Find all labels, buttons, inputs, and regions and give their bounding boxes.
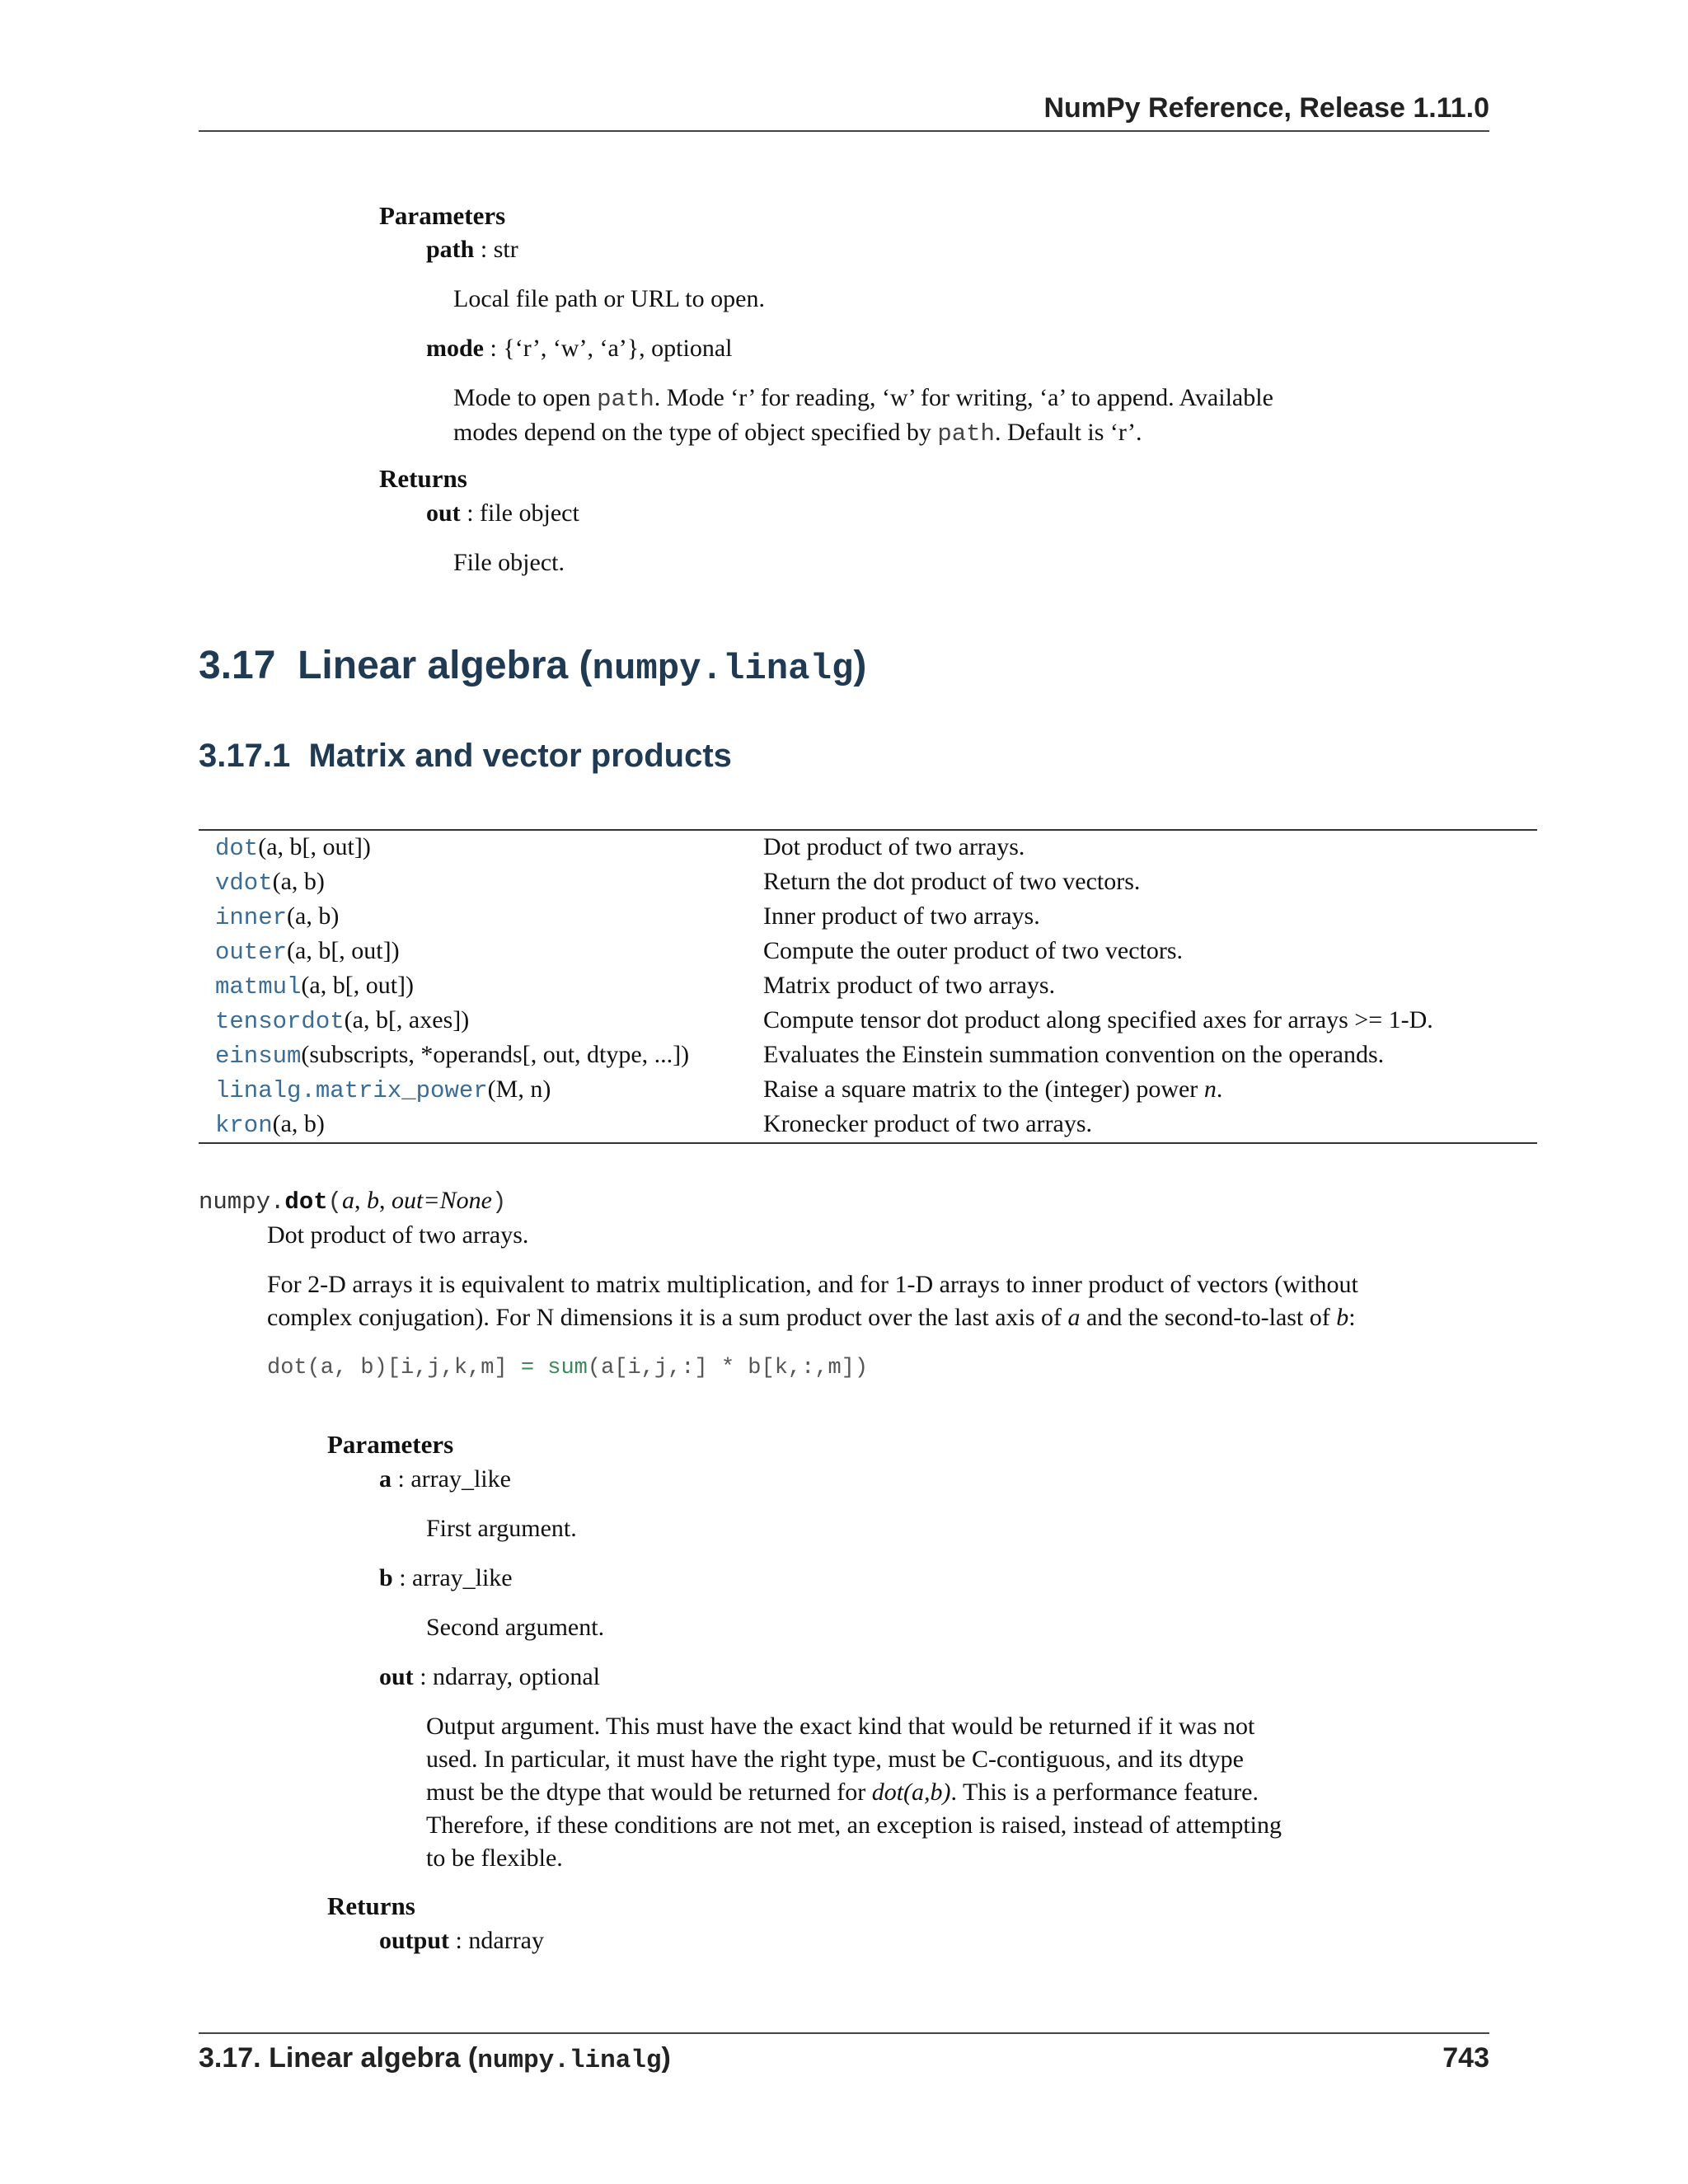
function-link[interactable]: outer bbox=[215, 939, 288, 966]
prev-return-out-desc: File object. bbox=[453, 549, 565, 576]
param-b bbox=[379, 1562, 513, 1595]
table-cell-description: Kronecker product of two arrays. bbox=[763, 1110, 1093, 1137]
text-run: must be the dtype that would be returned for bbox=[426, 1779, 872, 1806]
function-args: (subscripts, *operands[, out, dtype, ...]) bbox=[301, 1041, 690, 1068]
signature-module: numpy. bbox=[199, 1188, 285, 1216]
footer-section bbox=[199, 2042, 671, 2075]
text-run: : bbox=[1348, 1304, 1356, 1331]
text-run: complex conjugation). For N dimensions it is a sum product over the last axis of bbox=[267, 1304, 1068, 1331]
function-description bbox=[267, 1268, 1536, 1334]
inline-code: path bbox=[937, 420, 995, 448]
signature-paren: ) bbox=[491, 1188, 507, 1216]
param-type: : ndarray, optional bbox=[413, 1663, 601, 1690]
running-header-title: NumPy Reference, Release 1.11.0 bbox=[1043, 92, 1489, 124]
text-line bbox=[267, 1301, 1536, 1334]
param-name: output bbox=[379, 1927, 450, 1954]
text-run: and the second-to-last of bbox=[1080, 1304, 1337, 1331]
signature-param: b bbox=[367, 1187, 380, 1214]
function-link[interactable]: dot bbox=[215, 835, 259, 862]
param-name: path bbox=[426, 236, 475, 263]
table-cell-signature bbox=[199, 900, 763, 935]
table-row bbox=[199, 1038, 1537, 1073]
section-number: 3.17 bbox=[199, 644, 276, 687]
section-heading bbox=[199, 643, 866, 690]
subsection-heading bbox=[199, 738, 732, 775]
function-link[interactable]: matmul bbox=[215, 973, 302, 1001]
code-token: b[k,:,m]) bbox=[734, 1356, 869, 1380]
table-row bbox=[199, 900, 1537, 935]
table-cell-description: Evaluates the Einstein summation convention on the operands. bbox=[763, 1041, 1385, 1068]
code-token: (a[i,j,:] bbox=[587, 1356, 721, 1380]
table-cell-signature bbox=[199, 865, 763, 900]
text-run: n bbox=[1203, 1076, 1217, 1103]
prev-returns-heading: Returns bbox=[379, 464, 467, 493]
text-line: to be flexible. bbox=[426, 1844, 563, 1872]
table-cell-signature bbox=[199, 1108, 763, 1143]
function-args: (M, n) bbox=[487, 1076, 551, 1103]
table-cell-signature bbox=[199, 935, 763, 969]
running-header bbox=[199, 92, 1489, 132]
text-run: b bbox=[1336, 1304, 1349, 1331]
text-line: For 2-D arrays it is equivalent to matrix multiplication, and for 1-D arrays to inner product of vectors (without bbox=[267, 1271, 1358, 1298]
subsection-title: Matrix and vector products bbox=[308, 738, 732, 774]
params-heading: Parameters bbox=[327, 1430, 454, 1459]
text-line: used. In particular, it must have the right type, must be C-contiguous, and its dtype bbox=[426, 1746, 1244, 1773]
text-run: . This is a performance feature. bbox=[950, 1779, 1259, 1806]
param-out bbox=[379, 1661, 600, 1694]
param-a-desc: First argument. bbox=[426, 1515, 577, 1542]
function-link[interactable]: linalg.matrix_power bbox=[215, 1077, 488, 1104]
prev-return-out bbox=[426, 497, 579, 530]
param-type: : str bbox=[474, 236, 518, 263]
section-title-post: ) bbox=[853, 644, 867, 687]
table-cell-signature bbox=[199, 1004, 763, 1038]
function-args: (a, b) bbox=[287, 902, 340, 930]
param-type: : ndarray bbox=[449, 1927, 544, 1954]
text-run: ) bbox=[661, 2042, 671, 2074]
subsection-number: 3.17.1 bbox=[199, 738, 291, 774]
text-run: . Mode ‘r’ for reading, ‘w’ for writing, ‘a’ to append. Available bbox=[654, 384, 1273, 411]
param-type: : file object bbox=[460, 499, 579, 527]
table-row bbox=[199, 935, 1537, 969]
section-title-module: numpy.linalg bbox=[592, 649, 854, 690]
function-link[interactable]: tensordot bbox=[215, 1008, 345, 1035]
table-cell-description: Dot product of two arrays. bbox=[763, 833, 1025, 860]
section-title-pre: Linear algebra ( bbox=[298, 644, 593, 687]
text-run: modes depend on the type of object specified by bbox=[453, 419, 938, 446]
table-row bbox=[199, 1108, 1537, 1143]
returns-heading: Returns bbox=[327, 1891, 415, 1920]
table-cell-description: Return the dot product of two vectors. bbox=[763, 868, 1141, 895]
table-cell-description: Compute the outer product of two vectors. bbox=[763, 937, 1184, 964]
function-args: (a, b) bbox=[272, 868, 325, 895]
function-args: (a, b[, out]) bbox=[287, 937, 400, 964]
table-row bbox=[199, 1004, 1537, 1038]
table-row bbox=[199, 830, 1537, 865]
text-run: dot(a,b) bbox=[871, 1779, 951, 1806]
return-output bbox=[379, 1924, 544, 1957]
text-run: 3.17. Linear algebra ( bbox=[199, 2042, 478, 2074]
prev-param-path-desc: Local file path or URL to open. bbox=[453, 285, 765, 312]
text-run: Raise a square matrix to the (integer) power bbox=[763, 1076, 1204, 1103]
table-cell-signature bbox=[199, 1038, 763, 1073]
table-cell-description: Inner product of two arrays. bbox=[763, 902, 1040, 930]
param-name: mode bbox=[426, 335, 484, 362]
function-args: (a, b[, axes]) bbox=[344, 1006, 470, 1033]
table-cell-description bbox=[763, 1073, 1537, 1108]
function-signature: numpy.dot(a, b, out=None) bbox=[199, 1187, 507, 1216]
signature-name: dot bbox=[284, 1188, 328, 1216]
param-a bbox=[379, 1463, 511, 1496]
function-summary-table bbox=[199, 829, 1537, 1144]
prev-params-heading: Parameters bbox=[379, 201, 506, 230]
table-row bbox=[199, 969, 1537, 1004]
table-cell-description: Compute tensor dot product along specified axes for arrays >= 1-D. bbox=[763, 1006, 1433, 1033]
signature-param: a bbox=[342, 1187, 355, 1214]
function-link[interactable]: inner bbox=[215, 904, 288, 931]
param-b-desc: Second argument. bbox=[426, 1614, 605, 1641]
code-builtin: sum bbox=[534, 1356, 588, 1380]
page-footer bbox=[199, 2032, 1489, 2080]
code-token: dot(a, b)[i,j,k,m] bbox=[267, 1356, 521, 1380]
prev-param-path bbox=[426, 233, 518, 266]
page-number: 743 bbox=[1442, 2042, 1489, 2074]
table-cell-signature bbox=[199, 830, 763, 865]
function-args: (a, b) bbox=[272, 1110, 325, 1137]
prev-param-mode-desc bbox=[453, 382, 1409, 451]
param-name: b bbox=[379, 1564, 393, 1591]
table-cell-signature bbox=[199, 1073, 763, 1108]
code-example bbox=[267, 1356, 868, 1380]
prev-param-mode bbox=[426, 332, 732, 365]
signature-param: out=None bbox=[392, 1187, 492, 1214]
function-link[interactable]: einsum bbox=[215, 1043, 302, 1070]
table-row bbox=[199, 865, 1537, 900]
param-name: out bbox=[379, 1663, 414, 1690]
text-run: . bbox=[1216, 1076, 1223, 1103]
text-run: numpy.linalg bbox=[477, 2046, 662, 2075]
param-type: : array_like bbox=[392, 1564, 513, 1591]
param-type: : {‘r’, ‘w’, ‘a’}, optional bbox=[484, 335, 733, 362]
function-args: (a, b[, out]) bbox=[258, 833, 371, 860]
param-name: a bbox=[379, 1465, 392, 1493]
code-operator: = bbox=[520, 1356, 535, 1380]
text-line: Output argument. This must have the exact kind that would be returned if it was not bbox=[426, 1713, 1255, 1740]
function-link[interactable]: kron bbox=[215, 1112, 273, 1139]
text-run: . Default is ‘r’. bbox=[994, 419, 1142, 446]
function-summary: Dot product of two arrays. bbox=[267, 1221, 529, 1249]
param-type: : array_like bbox=[392, 1465, 511, 1493]
function-args: (a, b[, out]) bbox=[301, 972, 415, 999]
signature-paren: ( bbox=[327, 1188, 343, 1216]
text-run: a bbox=[1067, 1304, 1081, 1331]
param-out-desc bbox=[426, 1710, 1399, 1875]
table-cell-signature bbox=[199, 969, 763, 1004]
table-row bbox=[199, 1073, 1537, 1108]
code-operator: * bbox=[720, 1356, 735, 1380]
param-name: out bbox=[426, 499, 461, 527]
text-run: Mode to open bbox=[453, 384, 598, 411]
function-link[interactable]: vdot bbox=[215, 869, 273, 897]
table-cell-description: Matrix product of two arrays. bbox=[763, 972, 1056, 999]
inline-code: path bbox=[597, 386, 654, 413]
text-line bbox=[426, 1776, 1399, 1809]
text-line: Therefore, if these conditions are not met, an exception is raised, instead of attempting bbox=[426, 1811, 1282, 1839]
